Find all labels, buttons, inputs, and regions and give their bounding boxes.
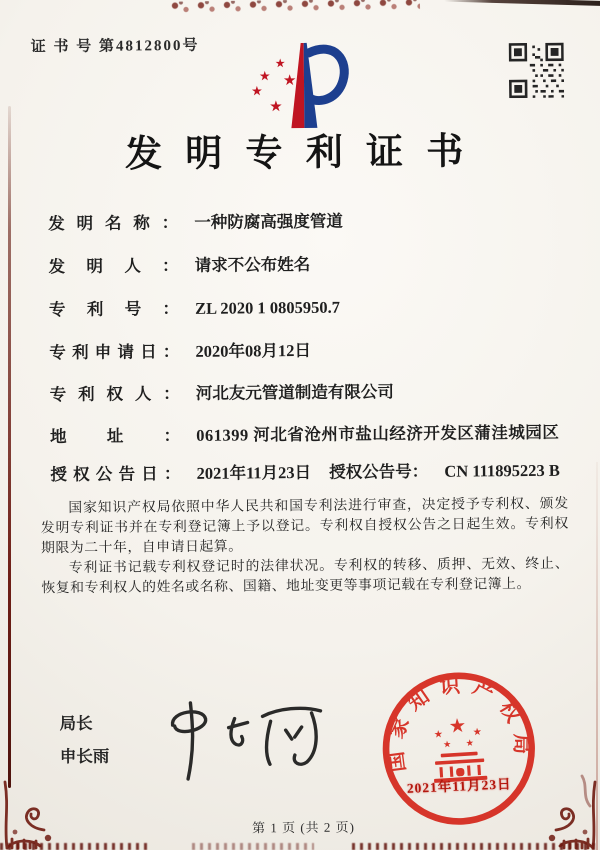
svg-text:★: ★ xyxy=(258,68,271,84)
field-value: 061399 河北省沧州市盐山经济开发区蒲洼城园区 xyxy=(196,422,560,445)
legal-text xyxy=(41,494,570,599)
field-label: 专利权人： xyxy=(49,384,180,405)
logo-p-bowl xyxy=(309,49,345,101)
svg-text:★: ★ xyxy=(251,83,263,99)
field-row-application-date xyxy=(49,334,589,363)
qr-code xyxy=(509,43,564,98)
director-block xyxy=(60,714,110,767)
field-value: 河北友元管道制造有限公司 xyxy=(195,382,394,403)
svg-text:★: ★ xyxy=(448,715,467,738)
field-row-inventor xyxy=(48,248,588,277)
field-row-grant-date xyxy=(50,456,590,485)
field-label: 授权公告日： xyxy=(50,464,181,485)
logo-stars xyxy=(251,56,297,115)
field-label: 发明人： xyxy=(48,256,179,277)
field-value: 请求不公布姓名 xyxy=(194,254,311,275)
field-row-patent-number xyxy=(49,291,589,320)
director-signature xyxy=(150,694,336,786)
cnipa-logo xyxy=(247,34,358,135)
svg-text:★: ★ xyxy=(442,739,452,750)
certificate-title: 发 明 专 利 证 书 xyxy=(124,131,471,176)
svg-text:★: ★ xyxy=(269,99,283,116)
svg-text:★: ★ xyxy=(282,73,297,90)
seal-text: 国家知识产权局 xyxy=(384,674,533,774)
director-name: 申长雨 xyxy=(59,746,110,767)
field-label: 地址： xyxy=(50,426,181,447)
svg-text:★: ★ xyxy=(433,729,444,741)
cnipa-seal xyxy=(372,662,546,836)
field-value: CN 111895223 B xyxy=(444,460,560,481)
director-title: 局长 xyxy=(59,713,93,734)
field-value: ZL 2020 1 0805950.7 xyxy=(195,297,341,318)
field-row-patentee xyxy=(50,376,590,405)
field-label: 专利申请日： xyxy=(49,342,180,363)
legal-paragraph-2: 专利证书记载专利权登记时的法律状况。专利权的转移、质押、无效、终止、恢复和专利权人的姓名或名称、国籍、地址变更等事项记载在专利登记簿上。 xyxy=(41,555,570,596)
field-row-invention-name xyxy=(48,205,588,234)
svg-text:★: ★ xyxy=(472,726,483,739)
field-pair-grant-number xyxy=(329,461,560,482)
field-value: 2021年11月23日 xyxy=(196,462,312,483)
field-label: 授权公告号： xyxy=(329,461,429,482)
svg-text:★: ★ xyxy=(274,56,286,71)
legal-paragraph-1: 国家知识产权局依照中华人民共和国专利法进行审查，决定授予专利权、颁发发明专利证书并在专利登记簿上予以登记。专利权自授权公告之日起生效。专利权期限为二十年，自申请日起算。 xyxy=(40,495,569,556)
page-footer: 第 1 页 (共 2 页) xyxy=(251,819,356,836)
field-label: 发明名称： xyxy=(48,213,179,234)
field-label: 专利号： xyxy=(48,299,180,320)
certificate-number: 证 书 号 第4812800号 xyxy=(30,37,200,56)
seal-date: 2021年11月23日 xyxy=(406,776,512,796)
svg-text:★: ★ xyxy=(465,737,475,749)
field-value: 一种防腐高强度管道 xyxy=(194,211,343,232)
field-row-address xyxy=(50,418,590,447)
field-value: 2020年08月12日 xyxy=(195,340,312,361)
